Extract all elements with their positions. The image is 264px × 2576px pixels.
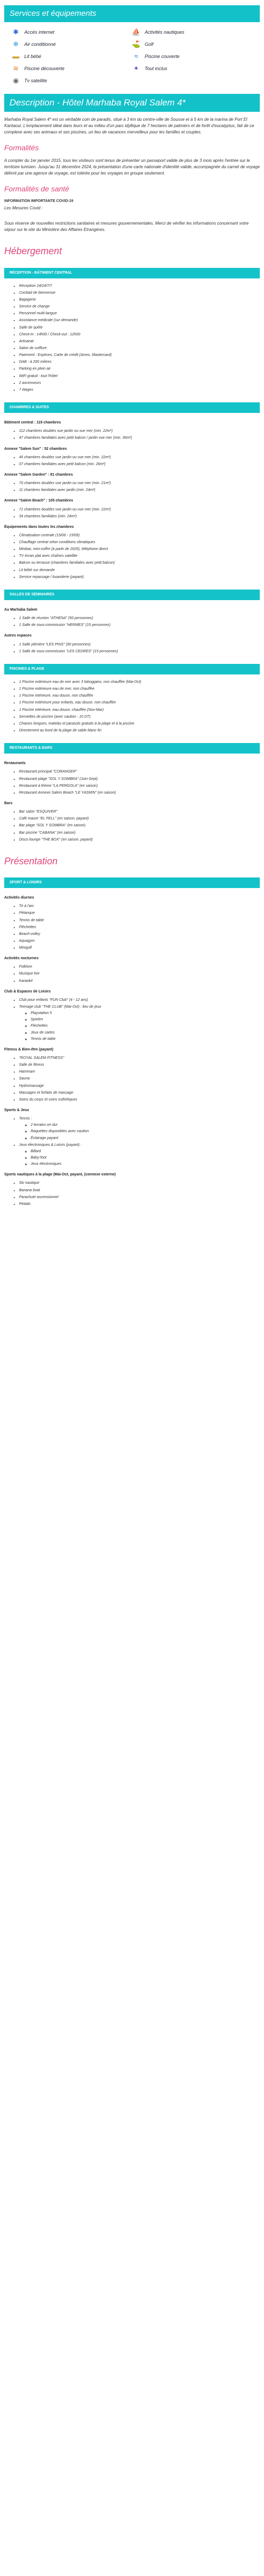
list-item: • Minibar, mini-coffre (à partir de 2025), téléphone direct — [19, 547, 260, 552]
all-inclusive-icon: ✦ — [133, 64, 139, 73]
service-label: Lit bébé — [24, 54, 42, 60]
bullet-list — [19, 533, 260, 580]
group-heading: Bâtiment central : 119 chambres — [4, 421, 61, 425]
chambres-section — [4, 413, 260, 580]
list-item: • Service de change — [19, 304, 260, 310]
bullet-list — [19, 1116, 260, 1167]
sub-list — [31, 1149, 260, 1167]
list-item: • 70 chambres doubles vue jardin ou vue mer (min. 21m²) — [19, 481, 260, 486]
nautical-icon: ⛵ — [131, 28, 141, 36]
seminaires-section — [4, 600, 260, 654]
service-item — [12, 41, 132, 49]
list-item-label: Hammam — [19, 1070, 35, 1074]
list-item-label: Jeux électroniques & Loisirs (payant) : — [19, 1143, 82, 1147]
description-paragraph: Marhaba Royal Salem 4* est un véritable coin de paradis, situé à 3 km du centre-ville de Sousse et à 5 km de la marina de Port El Kantaoui. L'emplacement idéal dans leurs et au milieu d'un parc idyllique de 7 hectares de palmiers et de forêt d'eucalyptus, fait de ce complexe avec ses animaux et ses piscines, un lieu de vacances merveilleux pour les familles et couples. — [4, 117, 254, 134]
list-item-label: Tir à l'arc — [19, 904, 34, 909]
list-item — [19, 904, 260, 909]
list-item — [19, 964, 260, 970]
list-item: • Service repassage / buanderie (payant) — [19, 575, 260, 580]
service-label: Accès internet — [24, 30, 55, 35]
list-item — [19, 1069, 260, 1075]
group-heading: Club & Espaces de Loisirs — [4, 989, 51, 993]
bullet-list — [19, 998, 260, 1042]
reception-section — [4, 278, 260, 393]
list-item: • 1 Piscine extérieure eau de mer avec 3 toboggans, non chauffée (Mai-Oct) — [19, 680, 260, 685]
list-item: • 1 Piscine extérieure pour enfants, eau douce, non chauffée — [19, 700, 260, 706]
list-item: • 1 Piscine intérieure, eau douce, chauffée (Nov-Mar) — [19, 708, 260, 713]
list-item-label: Parachute ascensionnel — [19, 1195, 59, 1199]
bullet-list — [19, 481, 260, 493]
list-item: • Restaurant principal "CORANGER" — [19, 769, 260, 775]
sub-list-item: ◦ Fléchettes — [31, 1024, 260, 1029]
list-item-label: Musique live — [19, 972, 40, 976]
list-item: • Artisanat — [19, 339, 260, 344]
list-item-label: Pédalo — [19, 1202, 31, 1206]
page — [0, 0, 264, 1214]
piscines-bar: PISCINES & PLAGE — [4, 664, 260, 674]
restaurants-bar: RESTAURANTS & BARS — [4, 743, 260, 754]
list-item-label: Ski nautique — [19, 1181, 40, 1185]
list-item: • Personnel multi-langue — [19, 311, 260, 316]
sub-list-item: ◦ Playstation 5 — [31, 1011, 260, 1016]
covid-caption: INFORMATION IMPORTANTE COVID-19 — [4, 199, 73, 203]
bullet-list — [19, 1181, 260, 1207]
list-item — [19, 1116, 260, 1141]
bullet-list — [19, 616, 260, 628]
list-item: • Paiement : Espèces, Carte de crédit (Amex, Mastercard) — [19, 353, 260, 358]
service-label: Piscine couverte — [145, 54, 180, 60]
list-item — [19, 1181, 260, 1186]
list-item: • 1 Salle de sous-commission "LES CEDRES" (15 personnes) — [19, 649, 260, 654]
list-item: • 1 Piscine extérieure eau de mer, non chauffée — [19, 687, 260, 692]
restaurants-section — [4, 754, 260, 843]
list-item-label: Pétanque — [19, 911, 35, 915]
list-item-label: Banana boat — [19, 1188, 40, 1192]
list-item: • 71 chambres doubles vue jardin ou vue mer (min. 22m²) — [19, 507, 260, 513]
list-item — [19, 971, 260, 977]
list-item: • 2 ascenseurs — [19, 381, 260, 386]
list-item: • Bar piscine "CABANA" (en saison) — [19, 831, 260, 836]
list-item-label: Fléchettes — [19, 925, 36, 929]
list-item: • 1 Salle de réunion "ATHENA" (50 personnes) — [19, 616, 260, 621]
list-item — [19, 1195, 260, 1200]
covid-line: Les Mesures Covid : — [4, 205, 43, 210]
list-item: • DAB - à 200 mètres — [19, 360, 260, 365]
list-item-label: Tennis : — [19, 1117, 32, 1121]
sub-list-item: ◦ Raquettes disponibles avec caution — [31, 1129, 260, 1134]
group-heading: Annexe "Salem Sun" : 52 chambres — [4, 447, 67, 451]
list-item-label: Teenage club "THE CLUB" (Mai-Oct) : lieu de jeux — [19, 1005, 101, 1009]
formalites-sante-body — [4, 205, 260, 233]
service-item — [132, 28, 252, 37]
list-item: • Salle de quête — [19, 325, 260, 331]
list-item-label: Minigolf — [19, 946, 32, 950]
services-title: Services et équipements — [4, 5, 260, 22]
list-item: • Climatisation centrale (15/06 - 15/09) — [19, 533, 260, 538]
sub-list-item: ◦ Spielen — [31, 1017, 260, 1022]
list-item: • 34 chambres familiales (min. 24m²) — [19, 514, 260, 519]
list-item: • Restaurant Annexe Salem Beach "LE YASMIN" (en saison) — [19, 790, 260, 796]
list-item: • Disco lounge "THE BOX" (en saison, payant) — [19, 837, 260, 843]
service-item — [12, 28, 132, 37]
description-body — [4, 117, 260, 135]
bullet-list — [19, 769, 260, 796]
list-item: • Salon de coiffure — [19, 346, 260, 351]
bullet-list — [19, 964, 260, 983]
list-item-label: Beach-volley — [19, 932, 41, 936]
outdoor-pool-icon: ≋ — [13, 64, 19, 73]
description-title: Description - Hôtel Marhaba Royal Salem 4* — [4, 94, 260, 112]
list-item: • Serviettes de piscine (avec caution : 10 DT) — [19, 715, 260, 720]
list-item — [19, 939, 260, 944]
group-heading: Au Marhaba Salem — [4, 608, 37, 612]
list-item: • Bar plage "SOL Y SOMBRA" (en saison) — [19, 823, 260, 828]
list-item: • Chaises longues, matelas et parasols gratuits à la plage et à la piscine — [19, 721, 260, 727]
service-item — [12, 77, 132, 85]
list-item — [19, 1202, 260, 1207]
service-label: Golf — [145, 42, 154, 47]
list-item: • TV écran plat avec chaînes satellite — [19, 554, 260, 559]
group-heading: Activités diurnes — [4, 896, 34, 900]
list-item: • Cocktail de bienvenue — [19, 291, 260, 296]
list-item: • Balcon ou terrasse (chambres familiales avec petit balcon) — [19, 561, 260, 566]
bullet-list — [19, 1056, 260, 1103]
formalites-title: Formalités — [4, 143, 39, 152]
sub-list-item: ◦ Baby-foot — [31, 1155, 260, 1161]
sub-list-item: ◦ Jeux de cartes — [31, 1030, 260, 1036]
formalites-sante-title: Formalités de santé — [4, 185, 69, 194]
list-item: • Directement au bord de la plage de sable blanc fin — [19, 728, 260, 734]
list-item — [19, 1097, 260, 1103]
list-item-label: Folklore — [19, 965, 32, 969]
list-item: • Check-in : 14h00 / Check-out : 12h00 — [19, 332, 260, 337]
hebergement-title: Hébergement — [4, 246, 62, 257]
group-heading: Annexe "Salem Garden" : 81 chambres — [4, 472, 73, 477]
list-item — [19, 925, 260, 930]
list-item: • Parking en plein air — [19, 366, 260, 372]
service-label: Tout inclus — [145, 66, 167, 72]
list-item-label: Massages et forfaits de massage — [19, 1091, 73, 1095]
list-item: • Chauffage central selon conditions climatiques — [19, 540, 260, 545]
list-item-label: Soins du corps et soins esthétiques — [19, 1097, 78, 1102]
list-item: • 1 Salle plénière "LES PINS" (90 personnes) — [19, 642, 260, 648]
sub-list-item: ◦ 2 terrains en dur — [31, 1123, 260, 1128]
list-item — [19, 1084, 260, 1089]
piscines-section — [4, 674, 260, 734]
wifi-icon: ✱ — [13, 28, 19, 36]
sub-list-item: ◦ Billard — [31, 1149, 260, 1154]
group-heading: Sports & Jeux — [4, 1108, 30, 1113]
list-item: • Bar salon "ESQUIVER" — [19, 809, 260, 815]
list-item-label: Salle de fitness — [19, 1063, 44, 1067]
sport-section — [4, 888, 260, 1207]
sport-bar: SPORT & LOISIRS — [4, 877, 260, 888]
list-item-label: Karaoké — [19, 979, 33, 983]
service-label: Air conditionné — [24, 42, 56, 47]
list-item: • Restaurant plage "SOL Y SOMBRA" (Juin-Sept) — [19, 777, 260, 782]
formalites-text: A compter du 1er janvier 2015, tous les visiteurs sont tenus de présenter un passeport valide de plus de 3 mois après l'entrée sur le territoire tunisien. Jusqu'au 31 décembre 2024, la présentation d'une carte nationale d'identité valide, accompagnée du carnet de voyage délivré par une agence de voyage, est tolérée pour les voyages en groupe seulement. — [4, 158, 260, 176]
group-heading: Sports nautiques à la plage (Mai-Oct, payant, (connexe externe) — [4, 1173, 116, 1177]
list-item: • Restaurant à thème "LA PERGOLA" (en saison) — [19, 784, 260, 789]
group-heading: Fitness & Bien-être (payant) — [4, 1047, 53, 1051]
list-item: • 1 Salle de sous-commission "HERMES" (15 personnes) — [19, 623, 260, 628]
formalites-body — [4, 158, 260, 176]
satellite-tv-icon: ◉ — [13, 76, 19, 85]
list-item: • 7 étages — [19, 388, 260, 393]
list-item — [19, 998, 260, 1003]
list-item — [19, 918, 260, 923]
list-item-label: Aquagym — [19, 939, 35, 943]
list-item — [19, 1005, 260, 1042]
group-heading: Autres espaces — [4, 634, 32, 638]
presentation-title: Présentation — [4, 855, 58, 866]
list-item: • 45 chambres doubles vue jardin ou vue mer (min. 22m²) — [19, 455, 260, 460]
bullet-list — [19, 642, 260, 654]
sub-list — [31, 1123, 260, 1141]
list-item: • 47 chambres familiales avec petit balcon / jardin vue mer (min. 36m²) — [19, 436, 260, 441]
bullet-list — [19, 429, 260, 441]
air-conditioning-icon: ❄ — [13, 40, 19, 49]
services-grid — [4, 22, 260, 89]
service-label: Activités nautiques — [145, 30, 185, 35]
sub-list-item: ◦ Éclairage payant — [31, 1136, 260, 1141]
list-item — [19, 1091, 260, 1096]
list-item: • Lit bébé sur demande — [19, 568, 260, 573]
chambres-bar: CHAMBRES & SUITES — [4, 402, 260, 413]
bullet-list — [19, 284, 260, 393]
service-item — [12, 53, 132, 61]
list-item: • Assistance médicale (sur demande) — [19, 318, 260, 323]
list-item-label: Club pour enfants "FUN Club" (4 - 12 ans) — [19, 998, 88, 1002]
group-heading: Bars — [4, 802, 13, 805]
bullet-list — [19, 809, 260, 843]
list-item-label: Sauna — [19, 1077, 30, 1081]
list-item: • Réception 24/24/7/7 — [19, 284, 260, 289]
seminaires-bar: SALLES DE SÉMINAIRES — [4, 590, 260, 600]
list-item: • 1 Piscine intérieure, eau douce, non chauffée — [19, 693, 260, 699]
sub-list — [31, 1011, 260, 1042]
sub-list-item: ◦ Jeux électroniques — [31, 1162, 260, 1167]
list-item — [19, 979, 260, 984]
baby-cot-icon: ▬ — [12, 52, 20, 61]
list-item: • Bagagerie — [19, 297, 260, 303]
list-item — [19, 1188, 260, 1193]
group-heading: Annexe "Salem Beach" : 105 chambres — [4, 499, 73, 503]
service-item — [132, 65, 252, 73]
golf-icon: ⛳ — [131, 40, 141, 49]
list-item: • 11 chambres familiales avec jardin (min. 24m²) — [19, 488, 260, 493]
list-item: • 112 chambres doubles vue jardin ou vue mer (min. 22m²) — [19, 429, 260, 434]
indoor-pool-icon: ≈ — [134, 52, 138, 61]
list-item: • Café maure "EL FELL" (en saison, payant) — [19, 816, 260, 822]
service-item — [12, 65, 132, 73]
list-item — [19, 1143, 260, 1168]
group-heading: Activités nocturnes — [4, 957, 39, 961]
bullet-list — [19, 904, 260, 951]
list-item — [19, 932, 260, 937]
bullet-list — [19, 507, 260, 519]
list-item — [19, 911, 260, 916]
service-label: Piscine découverte — [24, 66, 65, 72]
list-item — [19, 1063, 260, 1068]
reception-bar: RÉCEPTION - BÂTIMENT CENTRAL — [4, 268, 260, 278]
service-label: Tv satellite — [24, 78, 48, 84]
list-item-label: "ROYAL SALEM FITNESS" — [19, 1056, 64, 1060]
service-item — [132, 53, 252, 61]
group-heading: Restaurants — [4, 761, 26, 766]
bullet-list — [19, 680, 260, 734]
list-item: • 07 chambres familiales avec petit balcon (min. 26m²) — [19, 462, 260, 467]
list-item-label: Tennis de table — [19, 918, 44, 922]
list-item: • WiFi gratuit : tout l'hôtel — [19, 374, 260, 379]
service-item — [132, 41, 252, 49]
list-item — [19, 1076, 260, 1082]
list-item-label: Hydromassage — [19, 1084, 44, 1088]
sub-list-item: ◦ Tennis de table — [31, 1037, 260, 1042]
list-item — [19, 946, 260, 951]
group-heading: Équipements dans toutes les chambres — [4, 525, 74, 529]
list-item — [19, 1056, 260, 1061]
bullet-list — [19, 455, 260, 467]
covid-text: Sous réserve de nouvelles restrictions sanitaires et mesures gouvernementales. Merci de vérifier les informations concernant votre séjour sur le site du Ministère des Affaires Etrangères. — [4, 221, 249, 232]
